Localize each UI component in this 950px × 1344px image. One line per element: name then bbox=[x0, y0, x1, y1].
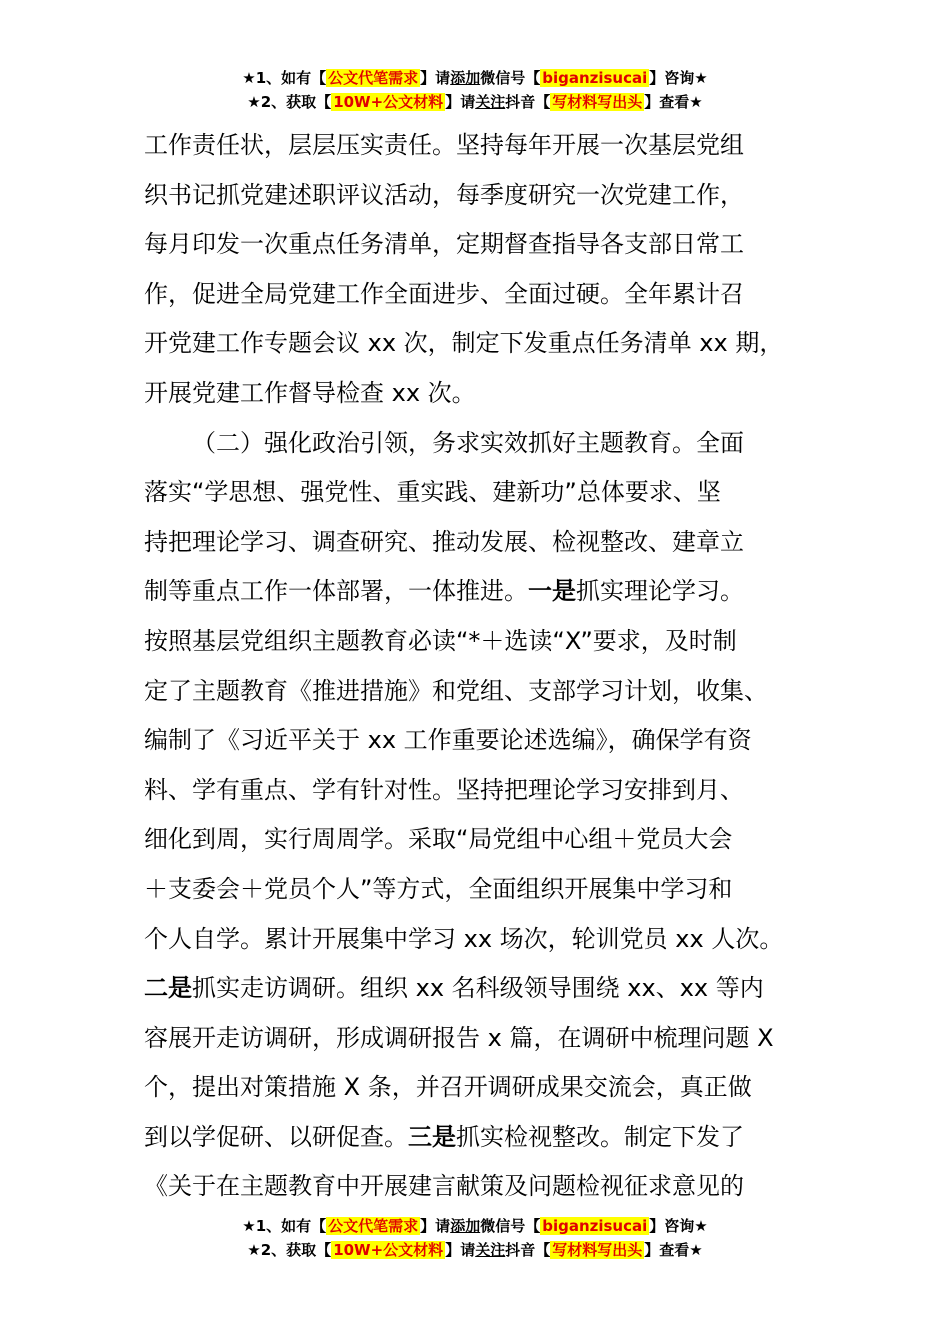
body-line: 定了主题教育《推进措施》和党组、支部学习计划，收集、 bbox=[144, 676, 768, 705]
body-line: ＋支委会＋党员个人”等方式，全面组织开展集中学习和 bbox=[144, 874, 733, 903]
body-line: 开党建工作专题会议 xx 次，制定下发重点任务清单 xx 期， bbox=[144, 329, 784, 358]
banner-highlight: 公文代笔需求 bbox=[328, 1217, 419, 1235]
body-line: 作，促进全局党建工作全面进步、全面过硬。全年累计召 bbox=[144, 279, 744, 308]
body-line bbox=[144, 1113, 814, 1163]
banner-line-2 bbox=[0, 1238, 950, 1262]
body-line: 按照基层党组织主题教育必读“*＋选读“X”要求，及时制 bbox=[144, 626, 737, 655]
body-line: 落实“学思想、强党性、重实践、建新功”总体要求、坚 bbox=[144, 478, 721, 507]
banner-text: 】查看★ bbox=[644, 93, 703, 111]
banner-text: 】请 bbox=[445, 1241, 476, 1259]
body-line: 《关于在主题教育中开展建言献策及问题检视征求意见的 bbox=[144, 1172, 744, 1201]
banner-text: 】请 bbox=[445, 93, 476, 111]
banner-douyin-name: 写材料写出头 bbox=[552, 1241, 643, 1259]
header-banner bbox=[0, 66, 950, 114]
body-line bbox=[144, 567, 814, 617]
banner-douyin-name: 写材料写出头 bbox=[552, 93, 643, 111]
body-line: 细化到周，实行周周学。采取“局党组中心组＋党员大会 bbox=[144, 825, 733, 854]
banner-text: ★1、如有【 bbox=[242, 1217, 327, 1235]
footer-banner bbox=[0, 1214, 950, 1262]
body-line bbox=[144, 964, 814, 1014]
banner-underline: 添加 bbox=[450, 69, 481, 87]
body-line: 个，提出对策措施 X 条，并召开调研成果交流会，真正做 bbox=[144, 1073, 752, 1102]
section-heading-line: （二）强化政治引领，务求实效抓好主题教育。全面 bbox=[192, 428, 744, 457]
body-line: 织书记抓党建述职评议活动，每季度研究一次党建工作， bbox=[144, 180, 744, 209]
body-line: 开展党建工作督导检查 xx 次。 bbox=[144, 378, 476, 407]
body-text-run: 抓实检视整改。制定下发了 bbox=[456, 1122, 744, 1151]
banner-text: 】请 bbox=[420, 69, 451, 87]
banner-wechat-id: biganzisucai bbox=[542, 1217, 648, 1235]
banner-text: ★2、获取【 bbox=[247, 1241, 332, 1259]
banner-highlight: 10W+公文材料 bbox=[333, 93, 444, 111]
bold-marker: 三是 bbox=[408, 1122, 456, 1151]
bold-marker: 二是 bbox=[144, 974, 192, 1003]
banner-text: ★1、如有【 bbox=[242, 69, 327, 87]
banner-text: 微信号【 bbox=[480, 69, 541, 87]
banner-wechat-id: biganzisucai bbox=[542, 69, 648, 87]
body-line: 每月印发一次重点任务清单，定期督查指导各支部日常工 bbox=[144, 230, 744, 259]
banner-text: 微信号【 bbox=[480, 1217, 541, 1235]
body-line: 料、学有重点、学有针对性。坚持把理论学习安排到月、 bbox=[144, 775, 744, 804]
bold-marker: 一是 bbox=[528, 577, 576, 606]
body-line: 个人自学。累计开展集中学习 xx 场次，轮训党员 xx 人次。 bbox=[144, 924, 784, 953]
document-body bbox=[144, 121, 814, 1212]
banner-underline: 关注 bbox=[475, 1241, 506, 1259]
banner-text: 】咨询★ bbox=[649, 69, 708, 87]
body-line: 持把理论学习、调查研究、推动发展、检视整改、建章立 bbox=[144, 527, 744, 556]
banner-line-2 bbox=[0, 90, 950, 114]
banner-text: 】查看★ bbox=[644, 1241, 703, 1259]
banner-text: 】咨询★ bbox=[649, 1217, 708, 1235]
banner-text: 】请 bbox=[420, 1217, 451, 1235]
banner-text: ★2、获取【 bbox=[247, 93, 332, 111]
banner-underline: 添加 bbox=[450, 1217, 481, 1235]
body-line: 工作责任状，层层压实责任。坚持每年开展一次基层党组 bbox=[144, 131, 744, 159]
body-text-run: 抓实走访调研。组织 xx 名科级领导围绕 xx、xx 等内 bbox=[192, 974, 764, 1003]
body-text-run: 制等重点工作一体部署，一体推进。 bbox=[144, 577, 528, 606]
body-line: 编制了《习近平关于 xx 工作重要论述选编》，确保学有资 bbox=[144, 726, 752, 755]
banner-line-1 bbox=[0, 66, 950, 90]
body-text-run: 抓实理论学习。 bbox=[576, 577, 744, 606]
banner-underline: 关注 bbox=[475, 93, 506, 111]
body-text-run: 到以学促研、以研促查。 bbox=[144, 1122, 408, 1151]
body-line: 容展开走访调研，形成调研报告 x 篇，在调研中梳理问题 X bbox=[144, 1023, 774, 1052]
banner-text: 抖音【 bbox=[505, 93, 551, 111]
banner-highlight: 公文代笔需求 bbox=[328, 69, 419, 87]
banner-text: 抖音【 bbox=[505, 1241, 551, 1259]
banner-line-1 bbox=[0, 1214, 950, 1238]
banner-highlight: 10W+公文材料 bbox=[333, 1241, 444, 1259]
